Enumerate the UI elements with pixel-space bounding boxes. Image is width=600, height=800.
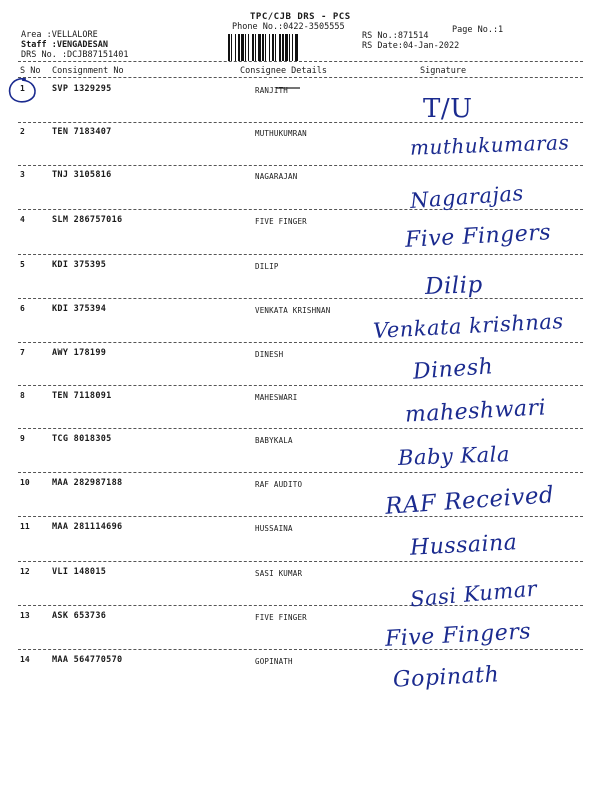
signature-handwriting: Gopinath <box>392 662 500 693</box>
row-consignment: MAA 282987188 <box>52 478 123 488</box>
area-label: Area :VELLALORE <box>21 30 98 40</box>
row-consignee: NAGARAJAN <box>255 172 298 181</box>
row-sno: 12 <box>20 567 30 576</box>
signature-handwriting: RAF Received <box>384 482 556 520</box>
rs-number: RS No.:871514 <box>362 31 429 41</box>
row-consignee: RAF AUDITO <box>255 480 303 489</box>
row-sno: 3 <box>20 170 25 179</box>
phone-number: Phone No.:0422-3505555 <box>232 22 345 32</box>
row-divider <box>18 428 583 429</box>
row-consignment: MAA 281114696 <box>52 522 123 532</box>
row-consignee: DINESH <box>255 350 284 359</box>
signature-handwriting: Nagarajas <box>409 181 525 213</box>
signature-handwriting: Venkata krishnas <box>372 309 565 343</box>
row-sno: 8 <box>20 391 25 400</box>
signature-handwriting: Five Fingers <box>384 619 532 652</box>
barcode-bar <box>265 34 266 61</box>
row-consignment: TEN 7118091 <box>52 391 112 401</box>
row-sno: 2 <box>20 127 25 136</box>
row-divider <box>18 385 583 386</box>
row-consignment: KDI 375395 <box>52 260 107 270</box>
row-divider <box>18 342 583 343</box>
row-divider <box>18 209 583 210</box>
signature-handwriting: Five Fingers <box>404 220 552 253</box>
barcode-bar <box>252 34 254 61</box>
barcode-bar <box>231 34 232 61</box>
row-sno: 10 <box>20 478 30 487</box>
barcode-bar <box>262 34 264 61</box>
barcode-bar <box>285 34 288 61</box>
row-consignment: TEN 7183407 <box>52 127 112 137</box>
barcode-bar <box>258 34 261 61</box>
divider <box>18 77 583 78</box>
divider <box>18 61 583 62</box>
barcode-bar <box>292 34 293 61</box>
row-divider <box>18 254 583 255</box>
row-sno: 9 <box>20 434 25 443</box>
row-consignment: ASK 653736 <box>52 611 107 621</box>
row-sno: 11 <box>20 522 30 531</box>
barcode-image <box>228 34 353 61</box>
row-consignee: FIVE FINGER <box>255 613 307 622</box>
row-consignment: MAA 564770570 <box>52 655 123 665</box>
table-row <box>0 84 600 114</box>
barcode-bar <box>241 34 244 61</box>
row-divider <box>18 472 583 473</box>
row-sno: 14 <box>20 655 30 664</box>
row-consignee: MAHESWARI <box>255 393 298 402</box>
row-consignee: RANJITH <box>255 86 289 95</box>
row-sno: 6 <box>20 304 25 313</box>
table-row <box>0 260 600 290</box>
signature-handwriting: muthukumaras <box>409 130 570 160</box>
row-consignment: SLM 286757016 <box>52 215 123 225</box>
signature-handwriting: maheshwari <box>404 395 547 428</box>
row-divider <box>18 298 583 299</box>
barcode-bar <box>228 34 230 61</box>
row-consignee: VENKATA KRISHNAN <box>255 306 331 315</box>
barcode-bar <box>275 34 276 61</box>
strikethrough-mark-icon <box>276 86 300 90</box>
page-number: Page No.:1 <box>452 25 504 35</box>
row-divider <box>18 605 583 606</box>
table-row <box>0 655 600 685</box>
row-sno: 1 <box>20 84 25 93</box>
row-divider <box>18 122 583 123</box>
row-consignee: DILIP <box>255 262 279 271</box>
barcode-bar <box>289 34 290 61</box>
row-consignment: SVP 1329295 <box>52 84 112 94</box>
barcode-bar <box>255 34 256 61</box>
row-divider <box>18 165 583 166</box>
row-divider <box>18 516 583 517</box>
signature-handwriting: Baby Kala <box>397 442 511 470</box>
col-header-consignee: Consignee Details <box>240 66 327 76</box>
barcode-bar <box>272 34 274 61</box>
row-consignee: SASI KUMAR <box>255 569 303 578</box>
barcode-bar <box>279 34 281 61</box>
staff-label: Staff :VENGADESAN <box>21 40 108 50</box>
document-title: TPC/CJB DRS - PCS <box>250 12 351 22</box>
barcode-bar <box>295 34 298 61</box>
col-header-consignment: Consignment No <box>52 66 124 76</box>
col-header-sno: S No <box>20 66 41 76</box>
row-consignee: FIVE FINGER <box>255 217 307 226</box>
drs-number: DRS No. :DCJB87151401 <box>21 50 129 60</box>
row-consignee: GOPINATH <box>255 657 293 666</box>
barcode-bar <box>269 34 270 61</box>
row-consignment: TCG 8018305 <box>52 434 112 444</box>
barcode-bar <box>238 34 240 61</box>
row-consignee: MUTHUKUMRAN <box>255 129 307 138</box>
row-consignment: VLI 148015 <box>52 567 107 577</box>
col-header-signature: Signature <box>420 66 467 76</box>
row-sno: 4 <box>20 215 25 224</box>
row-sno: 5 <box>20 260 25 269</box>
signature-handwriting: Sasi Kumar <box>409 576 539 612</box>
row-consignee: HUSSAINA <box>255 524 293 533</box>
row-consignment: TNJ 3105816 <box>52 170 112 180</box>
rs-date: RS Date:04-Jan-2022 <box>362 41 460 51</box>
barcode-bar <box>248 34 249 61</box>
row-consignment: KDI 375394 <box>52 304 107 314</box>
row-divider <box>18 649 583 650</box>
barcode-bar <box>245 34 246 61</box>
signature-handwriting: Hussaina <box>409 530 518 561</box>
signature-handwriting: Dilip <box>424 272 484 300</box>
row-consignee: BABYKALA <box>255 436 293 445</box>
row-divider <box>18 561 583 562</box>
circle-mark-icon <box>6 76 38 106</box>
row-sno: 13 <box>20 611 30 620</box>
barcode-bar <box>235 34 236 61</box>
signature-handwriting: Dinesh <box>412 354 495 385</box>
row-consignment: AWY 178199 <box>52 348 107 358</box>
signature-handwriting: T/U <box>423 94 473 124</box>
table-row <box>0 348 600 378</box>
row-sno: 7 <box>20 348 25 357</box>
barcode-bar <box>282 34 284 61</box>
